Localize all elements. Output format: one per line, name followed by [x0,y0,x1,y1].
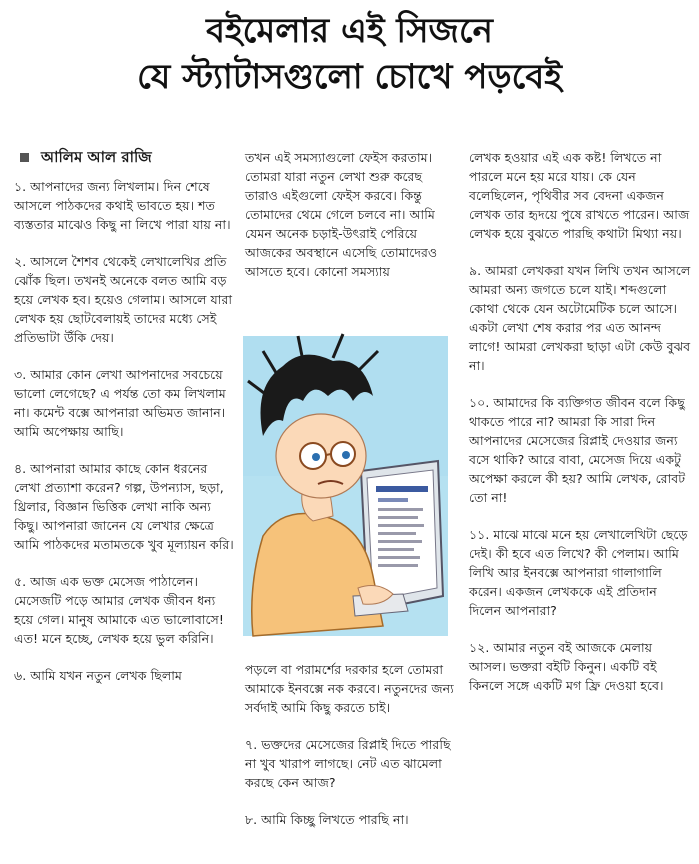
square-bullet-icon [20,153,29,162]
column-1 [14,148,236,703]
paragraph: ২. আসলে শৈশব থেকেই লেখালেখির প্রতি ঝোঁক ছিল। তখনই অনেকে বলত আমি বড় হয়ে লেখক হব। হয়েও গেলাম। আসলে যারা লেখক হয় ছোটবেলায়ই তাদের মধ্যে সেই প্রতিভাটা উঁকি দেয়। [14,254,233,345]
headline-line-2: যে স্ট্যাটাসগুলো চোখে পড়বেই [137,57,562,97]
cartoon-illustration [243,326,448,650]
paragraph: ৬. আমি যখন নতুন লেখক ছিলাম [14,668,182,683]
column-2-top [245,148,457,299]
paragraph: ৩. আমার কোন লেখা আপনাদের সবচেয়ে ভালো লেগেছে? এ পর্যন্ত তো কম লিখলাম না। কমেন্ট বক্সে আপনারা অভিমত জানান। আমি অপেক্ষায় আছি। [14,367,226,439]
paragraph: ৪. আপনারা আমার কাছে কোন ধরনের লেখা প্রত্যাশা করেন? গল্প, উপন্যাস, ছড়া, থ্রিলার, বিজ্ঞান ভিত্তিক লেখা নাকি অন্য কিছু। আপনারা জানেন যে লেখার ক্ষেত্রে আমি পাঠকদের মতামতকে খুব মূল্যায়ন করি। [14,461,234,552]
paragraph: ৭. ভক্তদের মেসেজের রিপ্লাই দিতে পারছি না খুব খারাপ লাগছে। নেট এত ঝামেলা করছে কেন আজ? [245,737,451,790]
paragraph: পড়লে বা পরামর্শের দরকার হলে তোমরা আমাকে ইনবক্সে নক করবে। নতুনদের জন্য সর্বদাই আমি কিছু করতে চাই। [245,662,454,715]
paragraph: ১২. আমার নতুন বই আজকে মেলায় আসল। ভক্তরা বইটি কিনুন। একটি বই কিনলে সঙ্গে একটি মগ ফ্রি দেওয়া হবে। [469,640,664,693]
paragraph: ৫. আজ এক ভক্ত মেসেজ পাঠালেন। মেসেজটি পড়ে আমার লেখক জীবন ধন্য হয়ে গেল। মানুষ আমাকে এত ভালোবাসে! এত! মনে হচ্ছে, লেখক হয়ে ভুল করিনি। [14,574,224,646]
paragraph: ৯. আমরা লেখকরা যখন লিখি তখন আসলে আমরা অন্য জগতে চলে যাই। শব্দগুলো কোথা থেকে যেন অটোমেটিক চলে আসে। একটা লেখা শেষ করার পর এত আনন্দ লাগে! আমরা লেখকরা ছাড়া এটা কেউ বুঝব না। [469,263,691,373]
paragraph: ১. আপনাদের জন্য লিখলাম। দিন শেষে আসলে পাঠকদের কথাই ভাবতে হয়। শত ব্যস্ততার মাঝেও কিছু না লিখে পারা যায় না। [14,179,231,232]
writer-at-computer-illustration [243,326,448,650]
paragraph: ১০. আমাদের কি ব্যক্তিগত জীবন বলে কিছু থাকতে পারে না? আমরা কি সারা দিন আপনাদের মেসেজের রিপ্লাই দেওয়ার জন্য বসে থাকি? আরে বাবা, মেসেজ দিয়ে একটু অপেক্ষা করলে কী হয়? আমি লেখক, রোবট তো না! [469,395,686,505]
column-3 [469,148,691,713]
paragraph: তখন এই সমস্যাগুলো ফেইস করতাম। তোমরা যারা নতুন লেখা শুরু করেছ তারাও এইগুলো ফেইস করবে। কিন্তু তোমাদের থেমে গেলে চলবে না। আমি যেমন অনেক চড়াই-উৎরাই পেরিয়ে আজকের অবস্থানে এসেছি তোমাদেরও আসতে হবে। কোনো সমস্যায় [245,150,438,279]
byline [14,148,236,167]
headline [0,8,699,100]
headline-line-1: বইমেলার এই সিজনে [206,11,493,51]
author-name: আলিম আল রাজি [41,148,152,166]
column-2-bottom [245,660,457,847]
paragraph: লেখক হওয়ার এই এক কষ্ট! লিখতে না পারলে মনে হয় মরে যায়। কে যেন বলেছিলেন, পৃথিবীর সব বেদনা একজন লেখক তার হৃদয়ে পুষে রাখতে পারেন। আজ লেখক হয়ে বুঝতে পারছি কথাটা মিথ্যা নয়। [469,150,690,241]
paragraph: ১১. মাঝে মাঝে মনে হয় লেখালেখিটা ছেড়ে দেই। কী হবে এত লিখে? কী পেলাম। আমি লিখি আর ইনবক্সে আপনারা গালাগালি করেন। একজন লেখককে এই প্রতিদান দিলেন আপনারা? [469,527,688,618]
paragraph: ৮. আমি কিচ্ছু লিখতে পারছি না। [245,812,409,827]
